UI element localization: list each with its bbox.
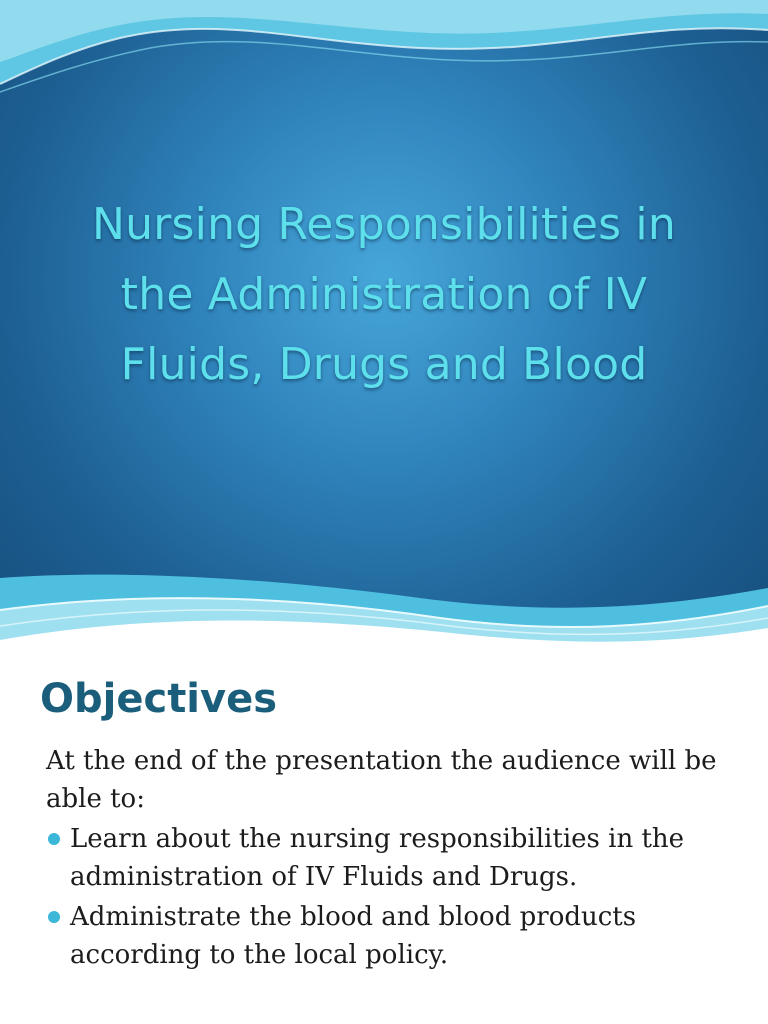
objective-item [46,820,736,896]
top-wave-decoration [0,0,768,100]
intro-line: able to: [46,784,145,814]
title-line: the Administration of IV [120,269,648,320]
bullet-dot-icon [48,911,60,923]
objective-line: Administrate the blood and blood products [70,902,637,932]
objectives-list [46,820,736,974]
objective-line: administration of IV Fluids and Drugs. [70,862,578,892]
objective-item [46,898,736,974]
title-line: Fluids, Drugs and Blood [120,339,648,390]
objectives-body [46,742,736,976]
bullet-dot-icon [48,833,60,845]
presentation-title [40,190,728,400]
intro-line: At the end of the presentation the audience will be [46,746,717,776]
objectives-heading: Objectives [40,676,278,722]
bottom-wave-decoration [0,570,768,660]
objectives-intro [46,742,736,818]
title-line: Nursing Responsibilities in [92,199,676,250]
objective-line: according to the local policy. [70,940,449,970]
objectives-slide [0,660,768,1024]
objective-line: Learn about the nursing responsibilities in the [70,824,685,854]
